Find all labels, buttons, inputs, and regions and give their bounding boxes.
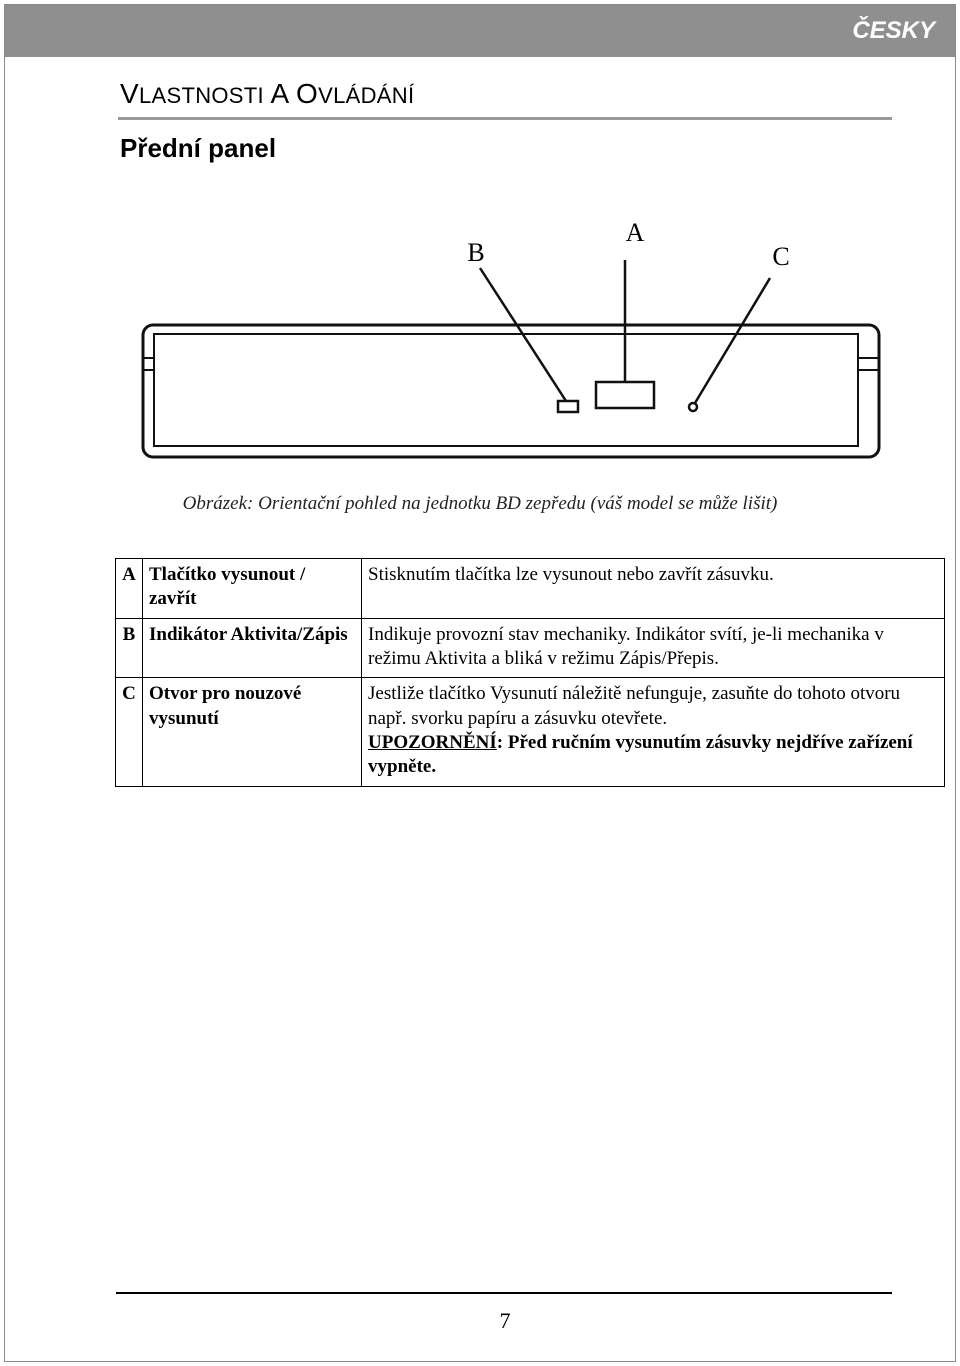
row-name: Otvor pro nouzové vysunutí [143, 678, 362, 786]
row-description: Stisknutím tlačítka lze vysunout nebo zavřít zásuvku. [362, 559, 945, 619]
header-bar [5, 5, 955, 57]
subsection-title: Přední panel [120, 133, 277, 163]
drive-front-figure [140, 210, 900, 470]
activity-led-shape [558, 401, 578, 412]
row-letter: C [116, 678, 143, 786]
drive-body [143, 325, 879, 457]
table-row [116, 559, 945, 619]
features-table [115, 558, 945, 787]
emergency-hole-shape [689, 403, 697, 411]
warning-label: UPOZORNĚNÍ [368, 731, 497, 753]
table-row [116, 678, 945, 786]
section-title [120, 78, 414, 110]
page-number: 7 [499, 1308, 511, 1333]
figure-caption: Obrázek: Orientační pohled na jednotku BD zepředu (váš model se může lišit) [182, 493, 778, 514]
table-row [116, 618, 945, 678]
eject-button-shape [596, 382, 654, 408]
row-letter: B [116, 618, 143, 678]
title-rule [118, 117, 892, 120]
warning-separator: : [496, 731, 508, 753]
row-letter: A [116, 559, 143, 619]
label-a: A [625, 218, 645, 247]
row-description-cell [362, 678, 945, 786]
section-title-text: VLASTNOSTI A OVLÁDÁNÍ [120, 78, 415, 109]
label-c: C [772, 242, 790, 271]
footer-rule [116, 1292, 892, 1294]
warning-text: Před ručním vysunutím zásuvky nejdříve zařízení vypněte. [368, 731, 913, 778]
row-name: Tlačítko vysunout / zavřít [143, 559, 362, 619]
row-description: Jestliže tlačítko Vysunutí náležitě nefunguje, zasuňte do tohoto otvoru např. svorku papíru a zásuvku otevřete. [368, 683, 901, 729]
label-b: B [467, 238, 485, 267]
language-label: ČESKY [852, 17, 935, 44]
row-description: Indikuje provozní stav mechaniky. Indikátor svítí, je-li mechanika v režimu Aktivita a bliká v režimu Zápis/Přepis. [362, 618, 945, 678]
row-name: Indikátor Aktivita/Zápis [143, 618, 362, 678]
